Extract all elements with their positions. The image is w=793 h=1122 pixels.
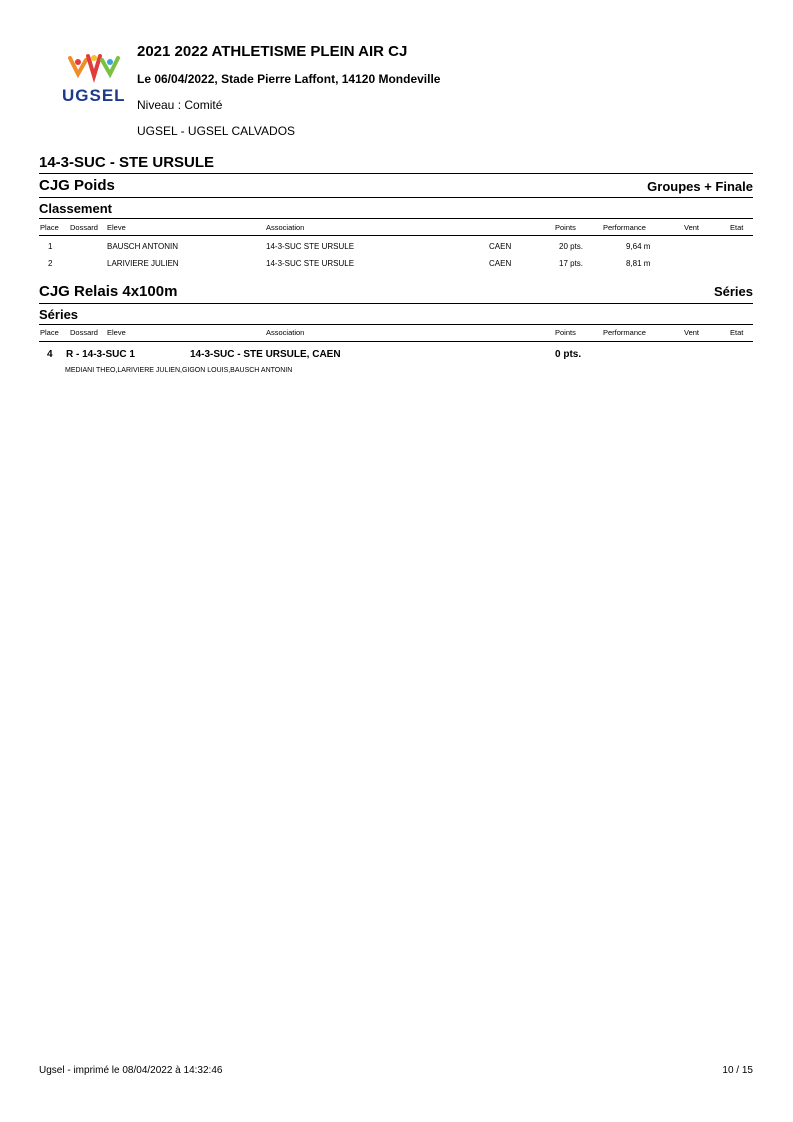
row-place: 1 [48,242,53,251]
row-city: CAEN [489,259,512,268]
event-phase: Séries [713,284,753,299]
col-association: Association [266,223,305,232]
club-title: 14-3-SUC - STE URSULE [39,154,215,171]
row-place: 4 [47,349,53,360]
row-place: 2 [48,259,53,268]
event-phase: Groupes + Finale [647,179,753,194]
competition-level: Niveau : Comité [137,98,223,112]
row-performance: 9,64 m [626,242,651,251]
page-number: 10 / 15 [722,1065,753,1076]
organization: UGSEL - UGSEL CALVADOS [137,124,296,138]
row-performance: 8,81 m [626,259,651,268]
row-athlete: LARIVIERE JULIEN [107,259,179,268]
col-points: Points [555,223,576,232]
event-title: CJG Poids [39,177,115,194]
col-place: Place [40,328,59,337]
print-timestamp: Ugsel - imprimé le 08/04/2022 à 14:32:46 [39,1065,223,1076]
divider [39,324,753,325]
row-points: 17 pts. [559,259,584,268]
row-points: 0 pts. [555,349,582,360]
relay-members: MEDIANI THEO,LARIVIERE JULIEN,GIGON LOUIS,BAUSCH ANTONIN [65,367,293,374]
section-title: Séries [39,307,79,322]
divider [39,173,753,174]
relay-team: R - 14-3-SUC 1 [66,349,135,360]
col-athlete: Eleve [107,328,126,337]
divider [39,197,753,198]
divider [39,341,753,342]
col-place: Place [40,223,59,232]
divider [39,303,753,304]
col-bib: Dossard [70,223,98,232]
section-title: Classement [39,201,112,216]
col-wind: Vent [684,223,700,232]
row-association: 14-3-SUC STE URSULE [266,259,355,268]
row-association: 14-3-SUC - STE URSULE, CAEN [190,349,341,360]
document-title: 2021 2022 ATHLETISME PLEIN AIR CJ [137,43,408,60]
logo-text: UGSEL [62,86,126,105]
row-city: CAEN [489,242,512,251]
event-title: CJG Relais 4x100m [39,283,178,300]
col-status: Etat [730,328,744,337]
divider [39,218,753,219]
col-points: Points [555,328,576,337]
col-athlete: Eleve [107,223,126,232]
col-performance: Performance [603,328,646,337]
row-points: 20 pts. [559,242,584,251]
col-association: Association [266,328,305,337]
row-association: 14-3-SUC STE URSULE [266,242,355,251]
event-date-location: Le 06/04/2022, Stade Pierre Laffont, 14120 Mondeville [137,72,441,86]
col-status: Etat [730,223,744,232]
col-performance: Performance [603,223,646,232]
divider [39,235,753,236]
col-bib: Dossard [70,328,98,337]
col-wind: Vent [684,328,700,337]
row-athlete: BAUSCH ANTONIN [107,242,178,251]
